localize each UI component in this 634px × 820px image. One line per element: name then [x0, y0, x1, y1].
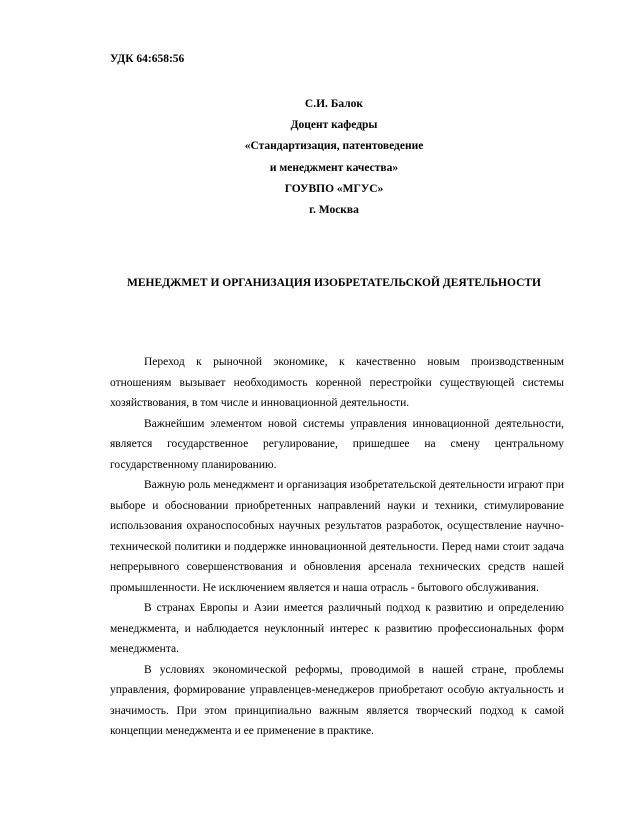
paragraph-5: В условиях экономической реформы, проводимой в нашей стране, проблемы управления, формирование управленцев-менеджеров приобретают особую актуальность и значимость. При этом принципиально важным является творческий подход к самой концепции менеджмента и ее применение в практике.: [110, 663, 564, 737]
author-city: г. Москва: [309, 204, 359, 217]
udk-code: УДК 64:658:56: [110, 53, 185, 65]
author-department-line-1: «Стандартизация, патентоведение: [244, 140, 424, 153]
paragraph-4: В странах Европы и Азии имеется различный подход к развитию и определению менеджмента, и наблюдается неуклонный интерес к развитию профессиональных форм менеджмента.: [110, 602, 564, 655]
author-position: Доцент кафедры: [290, 119, 378, 132]
paragraph-1: Переход к рыночной экономике, к качественно новым производственным отношениям вызывает необходимость коренной перестройки существующей системы хозяйствования, в том числе и инновационной деятельности.: [110, 356, 564, 409]
author-department-line-2: и менеджмент качества»: [269, 161, 399, 174]
author-institution: ГОУВПО «МГУС»: [284, 182, 384, 195]
article-body: [110, 352, 564, 742]
paragraph-2: Важнейшим элементом новой системы управления инновационной деятельности, является государственное регулирование, пришедшее на смену центральному государственному планированию.: [110, 417, 564, 471]
paragraph-3: Важную роль менеджмент и организация изобретательской деятельности играют при выборе и обосновании приобретенных направлений науки и техники, стимулирование использования охраноспособных научных результатов разработок, осуществление научно-технической политики и поддержке инновационной деятельности. Перед нами стоит задача непрерывного совершенствования и обновления арсенала технических средств нашей промышленности. Не исключением является и наша отрасль - бытового обслуживания.: [110, 479, 564, 594]
author-name: С.И. Балок: [304, 98, 364, 110]
article-title: МЕНЕДЖМЕТ И ОРГАНИЗАЦИЯ ИЗОБРЕТАТЕЛЬСКОЙ ДЕЯТЕЛЬНОСТИ: [126, 277, 542, 289]
author-block: [110, 94, 558, 221]
